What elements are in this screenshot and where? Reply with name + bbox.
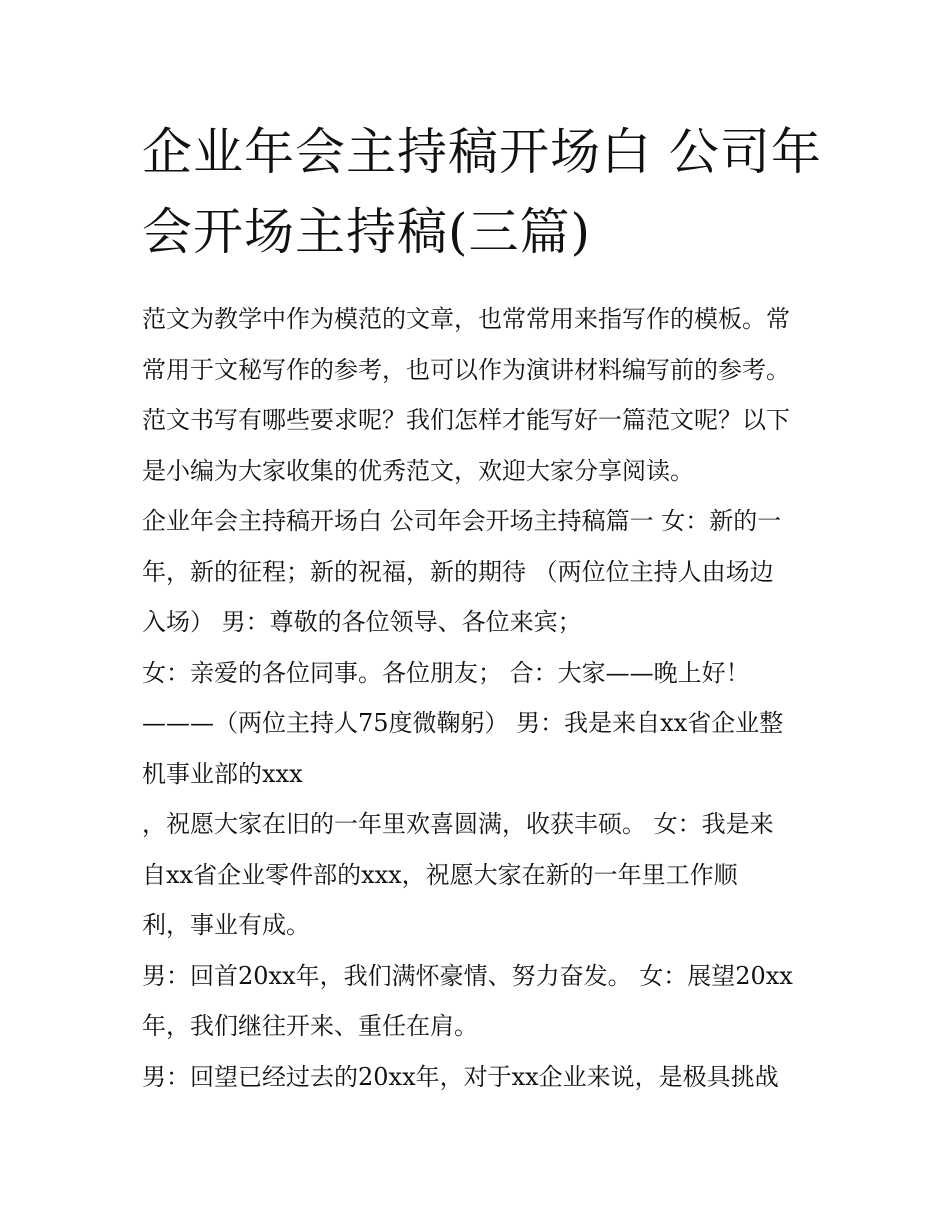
document-title: [142, 112, 822, 272]
body-line: 年，我们继往开来、重任在肩。: [142, 1012, 478, 1040]
body-line: 入场） 男：尊敬的各位领导、各位来宾；: [142, 608, 582, 636]
body-line: 女：亲爱的各位同事。各位朋友； 合：大家——晚上好！: [142, 658, 750, 687]
body-line: 范文为教学中作为模范的文章，也常常用来指写作的模板。常: [142, 305, 790, 333]
body-line: 机事业部的xxx: [142, 759, 303, 788]
body-line: 男：回首20xx年，我们满怀豪情、努力奋发。 女：展望20xx: [142, 961, 793, 990]
body-line: 年，新的征程；新的祝福，新的期待 （两位位主持人由场边: [142, 557, 774, 586]
body-line: ———（两位主持人75度微鞠躬） 男：我是来自xx省企业整: [142, 709, 784, 737]
body-line: ，祝愿大家在旧的一年里欢喜圆满，收获丰硕。 女：我是来: [142, 810, 774, 838]
body-line: 是小编为大家收集的优秀范文，欢迎大家分享阅读。: [142, 456, 694, 485]
document-page: [142, 112, 822, 1102]
body-line: 男：回望已经过去的20xx年，对于xx企业来说，是极具挑战: [142, 1062, 779, 1091]
body-line: 企业年会主持稿开场白 公司年会开场主持稿篇一 女：新的一: [142, 507, 782, 535]
body-line: 自xx省企业零件部的xxx，祝愿大家在新的一年里工作顺: [142, 860, 738, 889]
body-line: 范文书写有哪些要求呢？我们怎样才能写好一篇范文呢？以下: [142, 406, 790, 434]
body-line: 常用于文秘写作的参考，也可以作为演讲材料编写前的参考。: [142, 355, 790, 384]
title-line: 企业年会主持稿开场白 公司年: [142, 123, 822, 181]
title-line: 会开场主持稿(三篇): [142, 203, 592, 261]
document-body: [142, 294, 814, 1102]
body-line: 利，事业有成。: [142, 911, 310, 939]
